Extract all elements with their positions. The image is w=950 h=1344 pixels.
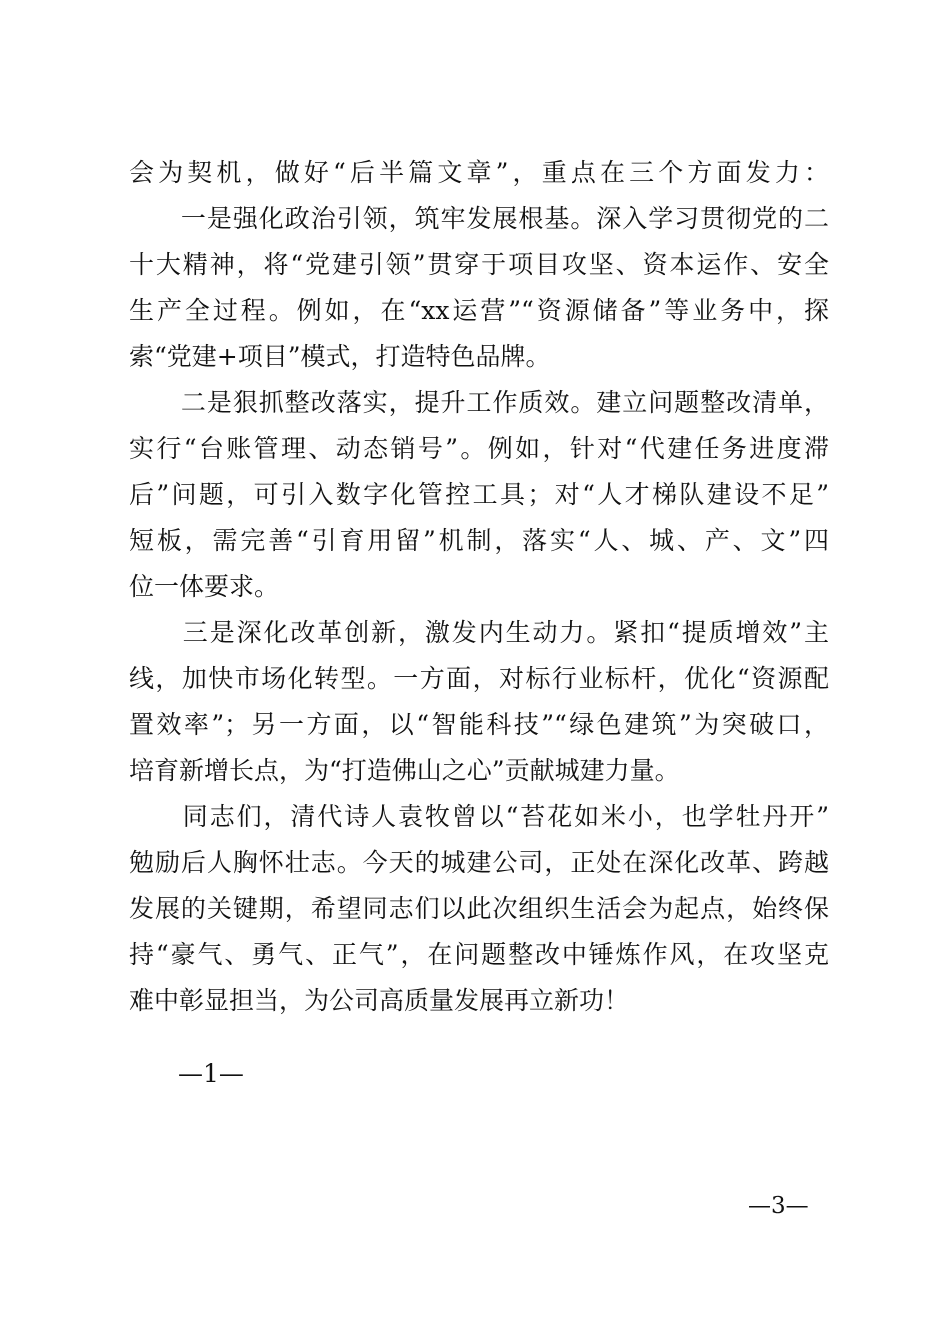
text-line: 二是狠抓整改落实，提升工作质效。建立问题整改清单， <box>129 388 829 417</box>
text-line: 三是深化改革创新，激发内生动力。紧扣“提质增效”主 <box>129 618 829 647</box>
text-line: 会为契机，做好“后半篇文章”，重点在三个方面发力： <box>129 158 829 187</box>
text-line: 持“豪气、勇气、正气”，在问题整改中锤炼作风，在攻坚克 <box>129 940 829 969</box>
text-line: 培育新增长点，为“打造佛山之心”贡献城建力量。 <box>129 756 680 785</box>
text-line: 十大精神，将“党建引领”贯穿于项目攻坚、资本运作、安全 <box>129 250 829 279</box>
text-line: 短板，需完善“引育用留”机制，落实“人、城、产、文”四 <box>129 526 829 555</box>
inline-page-number: —1— <box>178 1059 244 1088</box>
text-line: 线，加快市场化转型。一方面，对标行业标杆，优化“资源配 <box>129 664 829 693</box>
text-line: 勉励后人胸怀壮志。今天的城建公司，正处在深化改革、跨越 <box>129 848 829 877</box>
text-line: 生产全过程。例如，在“xx运营”“资源储备”等业务中，探 <box>129 296 829 325</box>
footer-page-number: —3— <box>748 1193 809 1219</box>
text-line: 位一体要求。 <box>129 572 280 601</box>
text-line: 置效率”；另一方面，以“智能科技”“绿色建筑”为突破口， <box>129 710 829 739</box>
text-line: 同志们，清代诗人袁牧曾以“苔花如米小，也学牡丹开” <box>129 802 829 831</box>
text-line: 一是强化政治引领，筑牢发展根基。深入学习贯彻党的二 <box>129 204 829 233</box>
text-line: 实行“台账管理、动态销号”。例如，针对“代建任务进度滞 <box>129 434 829 463</box>
text-line: 难中彰显担当，为公司高质量发展再立新功！ <box>129 986 630 1015</box>
document-body <box>129 150 829 1024</box>
text-line: 索“党建+项目”模式，打造特色品牌。 <box>129 342 551 371</box>
text-line: 发展的关键期，希望同志们以此次组织生活会为起点，始终保 <box>129 894 829 923</box>
text-line: 后”问题，可引入数字化管控工具；对“人才梯队建设不足” <box>129 480 829 509</box>
